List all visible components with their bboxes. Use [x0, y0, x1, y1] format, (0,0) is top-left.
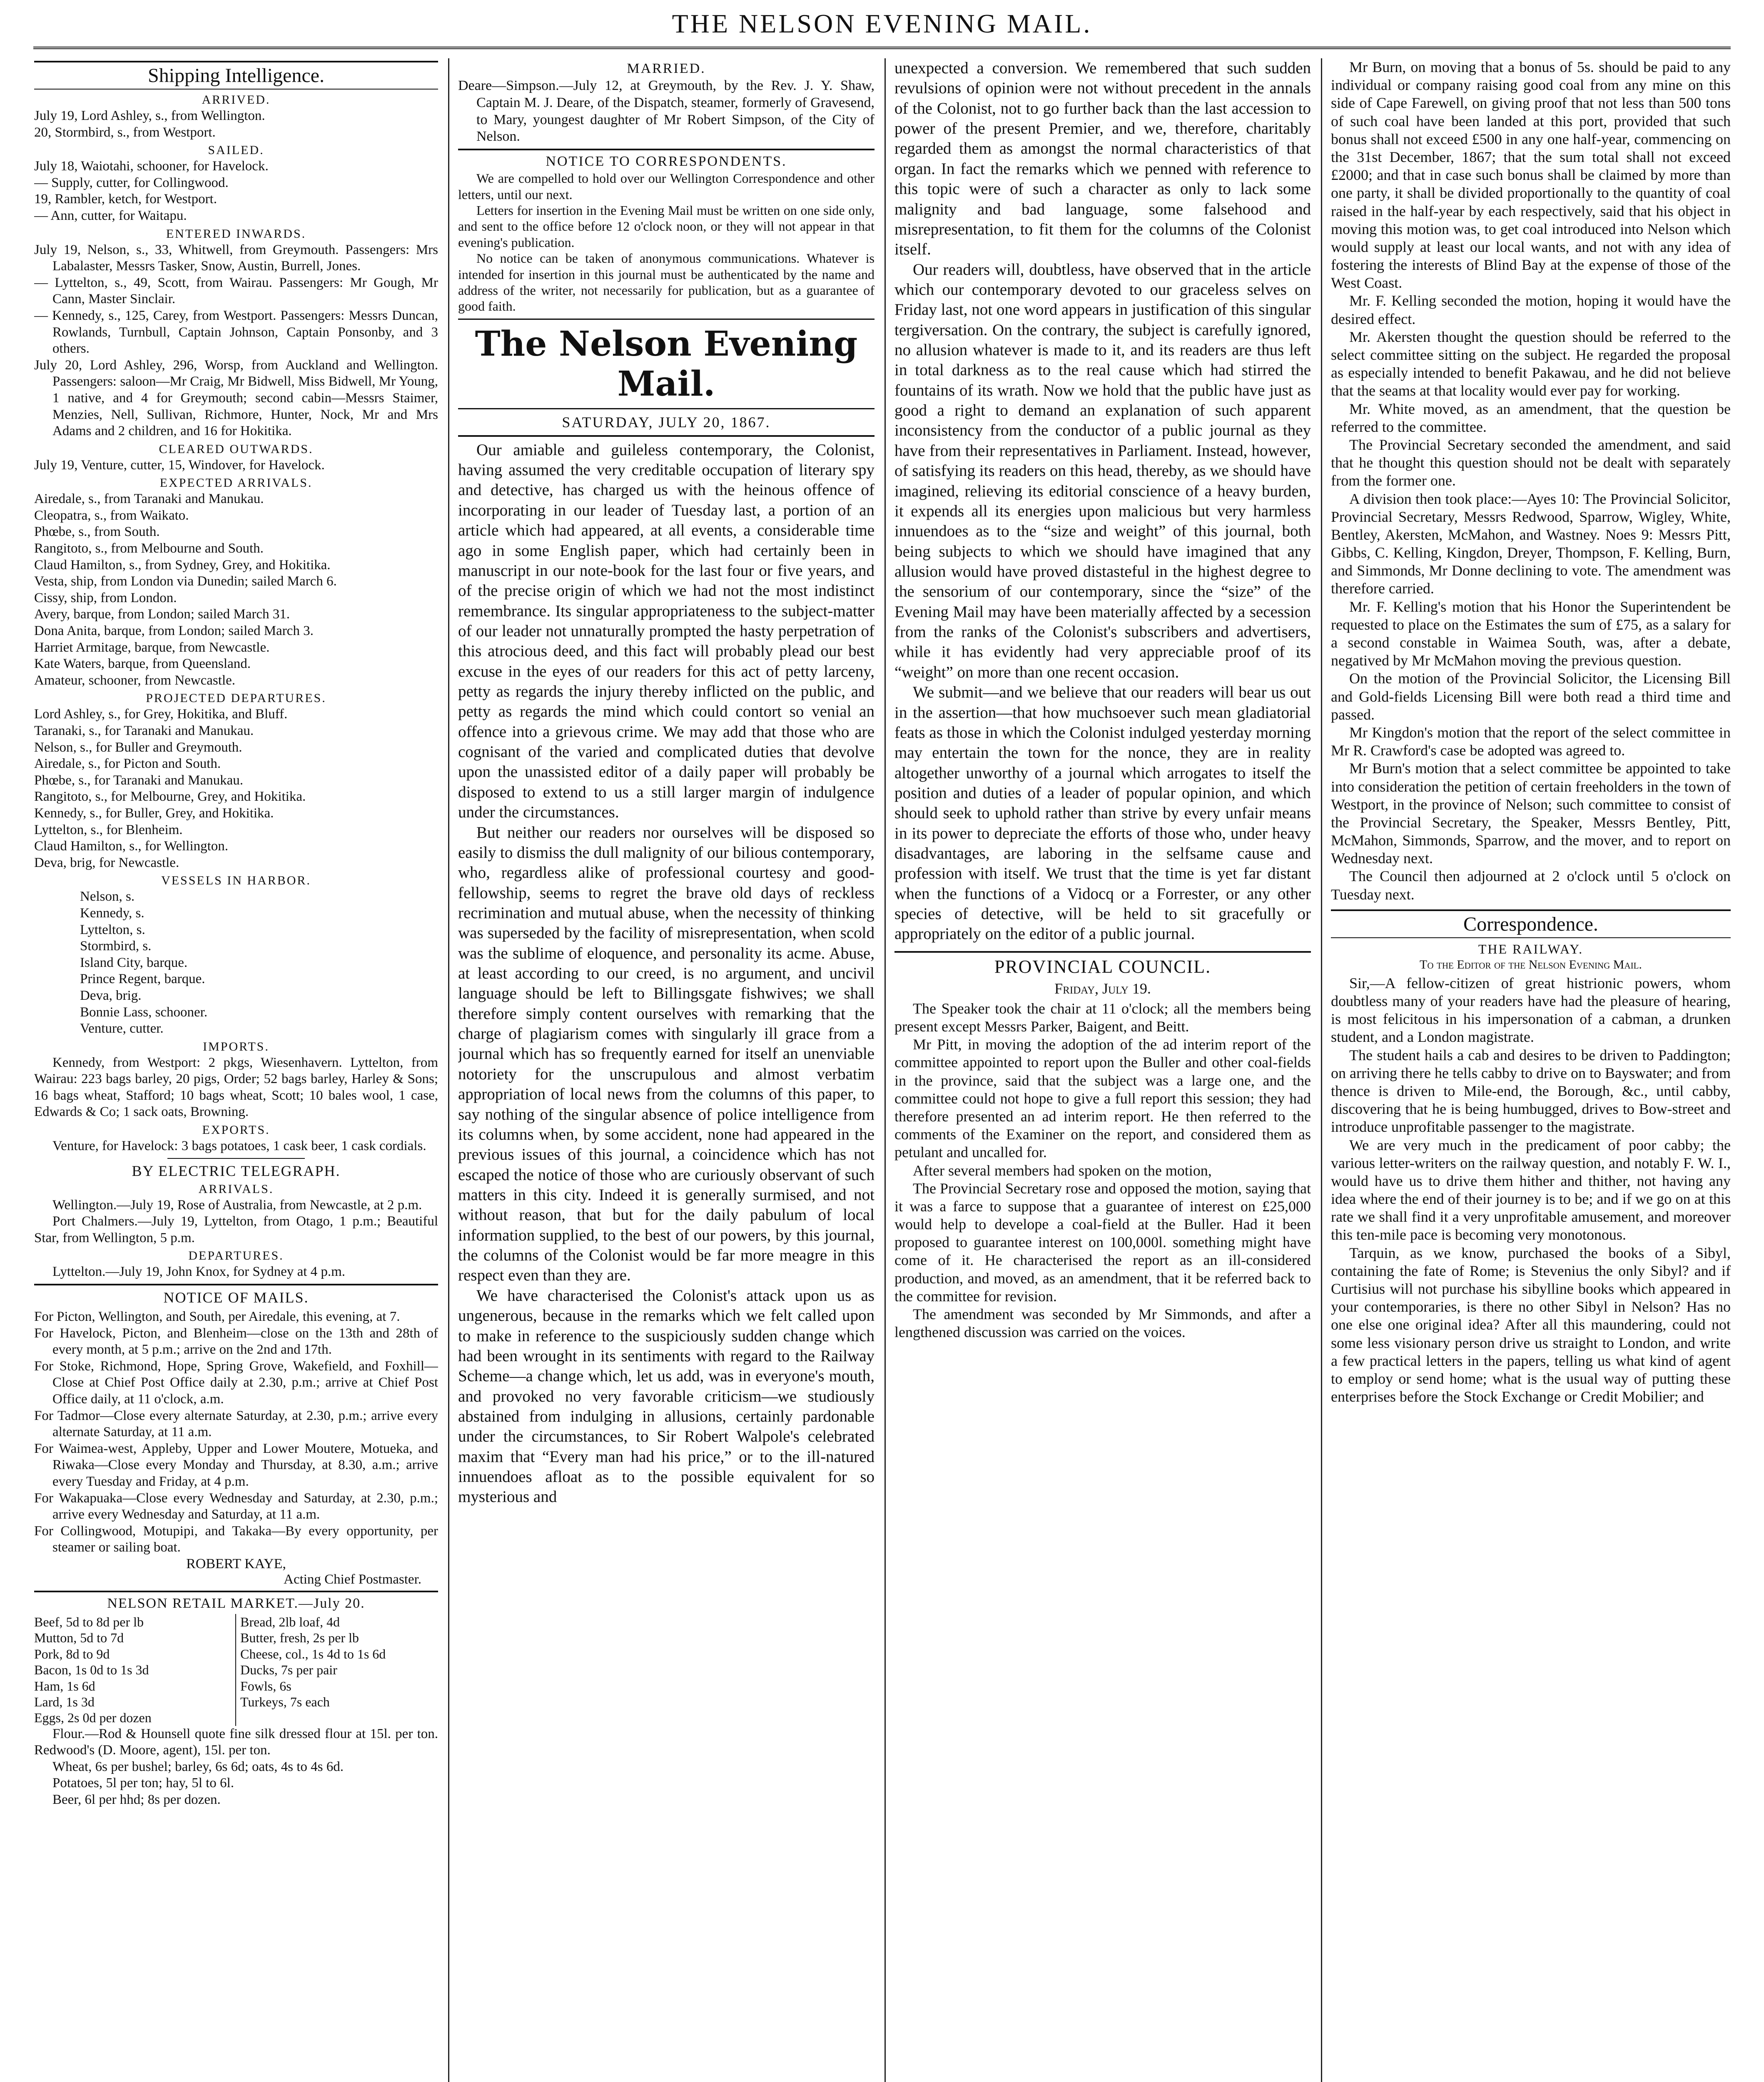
masthead: THE NELSON EVENING MAIL. [672, 9, 1092, 38]
column-divider [884, 58, 886, 2082]
market-item: Turkeys, 7s each [240, 1694, 330, 1709]
harbor-list [34, 889, 438, 1037]
expected-line: Rangitoto, s., from Melbourne and South. [34, 541, 264, 556]
editorial-paragraph: But neither our readers nor ourselves will be disposed so easily to dismiss the dull malignity of our bilious contemporary, who, regardless alike of professional courtesy and good-fellowship, seems to regret the brave old days of reckless recrimination and mutual abuse, when the necessity of thinking was superseded by the facility of misrepresentation, when scold was the sublime of eloquence, and personality its acme. Abuse, at least according to our creed, is no argument, and uncivil language should be left to Billingsgate fishwives; we shall therefore simply content ourselves with remarking that the charge of plagiarism comes with singularly ill grace from a journal which has so frequently earned for itself an unenviable notoriety for the unscrupulous and almost verbatim appropriation of local news from the columns of this paper, to say nothing of the singular absence of police intelligence from its columns when, by some accident, none had appeared in the previous issues of this journal, a coincidence which has not escaped the notice of those who are curiously observant of such matters in this city. Indeed it is generally surmised, and not without reason, that but for the daily pabulum of local information supplied, to the best of our powers, by this journal, the columns of the Colonist would be far more meagre in this respect even than they are. [458, 823, 875, 1285]
arrived-line: 20, Stormbird, s., from Westport. [34, 125, 216, 140]
column-2 [458, 58, 875, 2082]
column-4 [1331, 58, 1731, 2082]
correspondents-text: Letters for insertion in the Evening Mail must be written on one side only, and sent to the office before 12 o'clock noon, or they will not appear in that evening's publication. [458, 202, 875, 250]
expected-line: Vesta, ship, from London via Dunedin; sailed March 6. [34, 574, 337, 589]
mails-signature-name: ROBERT KAYE, [186, 1556, 286, 1571]
council-paragraph: The amendment was seconded by Mr Simmonds, and after a lengthened discussion was carried on the voices. [894, 1306, 1311, 1341]
sailed-line: — Supply, cutter, for Collingwood. [34, 175, 229, 190]
market-item: Ducks, 7s per pair [240, 1662, 337, 1678]
telegraph-heading: BY ELECTRIC TELEGRAPH. [132, 1162, 341, 1179]
council-paragraph: Mr Pitt, in moving the adoption of the ad interim report of the committee appointed to report upon the Buller and other coal-fields in the province, said that the subject was a large one, and the committee could not hope to give a full report this session; they had therefore presented an ad interim report. He then referred to the comments of the Examiner on the report, and considered them as petulant and uncalled for. [894, 1036, 1311, 1161]
projected-line: Airedale, s., for Picton and South. [34, 756, 221, 772]
mail-line: For Tadmor—Close every alternate Saturday, at 2.30, p.m.; arrive every alternate Saturday, at 11 a.m. [34, 1408, 438, 1440]
market-table [34, 1614, 438, 1726]
entered-line: — Kennedy, s., 125, Carey, from Westport. Passengers: Messrs Duncan, Rowlands, Turnbull, Captain Johnson, Captain Ponsonby, and 3 others. [34, 308, 438, 356]
editorial-paragraph: We submit—and we believe that our readers will bear us out in the assertion—that how muchsoever such mean gladiatorial feats as those in which the Colonist indulged yesterday morning may entertain the town for the nonce, they are in reality altogether unworthy of a journal which arrogates to itself the position and duties of a leader of popular opinion, and which should seek to uphold rather than strive by every unfair means in its power to depreciate the efforts of those who, under heavy disadvantages, are laboring in the selfsame cause and profession with itself. We trust that the time is yet far distant when the functions of a Vidocq or a Forrester, or any other species of detective, will be held to sit gracefully or appropriately on the editor of a public journal. [894, 683, 1311, 943]
council-date: Friday, July 19. [1054, 980, 1151, 997]
telegraph-line: Port Chalmers.—July 19, Lyttelton, from Otago, 1 p.m.; Beautiful Star, from Wellington, 5 p.m. [34, 1214, 438, 1245]
cleared-line: July 19, Venture, cutter, 15, Windover, for Havelock. [34, 457, 325, 473]
market-note: Wheat, 6s per bushel; barley, 6s 6d; oats, 4s to 4s 6d. [52, 1759, 344, 1774]
market-item: Lard, 1s 3d [34, 1694, 95, 1709]
sailed-line: July 18, Waiotahi, schooner, for Havelock. [34, 159, 269, 174]
expected-line: Harriet Armitage, barque, from Newcastle. [34, 640, 270, 655]
council-paragraph: Mr Kingdon's motion that the report of the select committee in Mr R. Crawford's case be adopted was agreed to. [1331, 724, 1731, 759]
expected-line: Cissy, ship, from London. [34, 590, 177, 605]
masthead-rule [33, 47, 1731, 49]
projected-heading: PROJECTED DEPARTURES. [146, 691, 326, 705]
mail-line: For Collingwood, Motupipi, and Takaka—By every opportunity, per steamer or sailing boat. [34, 1523, 438, 1555]
council-paragraph: Mr. F. Kelling's motion that his Honor the Superintendent be requested to place on the Estimates the sum of £75, as a salary for a second constable in Waimea South, was, after a debate, negatived by Mr McMahon moving the previous question. [1331, 598, 1731, 669]
market-note: Potatoes, 5l per ton; hay, 5l to 6l. [52, 1776, 234, 1791]
market-item: Ham, 1s 6d [34, 1678, 95, 1693]
projected-line: Deva, brig, for Newcastle. [34, 855, 179, 870]
council-paragraph: Mr Burn, on moving that a bonus of 5s. should be paid to any individual or company raising good coal from any mine on this side of Cape Farewell, on giving proof that not less than 500 tons of such coal have been landed at this port, provided that such bonus shall not exceed £500 in any one half-year, commencing on the 31st December, 1867; that the sum total shall not exceed £2000; and that in case such bonus shall be claimed by more than one party, it shall be divided proportionally to the quantity of coal raised in the half-year by each respectively, said that his object in moving this motion was, to get coal introduced into Nelson which would supply at least our local wants, and not with any idea of fostering the interests of Blind Bay at the expense of those of the West Coast. [1331, 59, 1731, 291]
editorial-paragraph: We have characterised the Colonist's attack upon us as ungenerous, because in the remarks which we felt called upon to make in reference to the suspiciously sudden change which had been wrought in its sentiments with regard to the Railway Scheme—a change which, let us add, was in everyone's mouth, and provoked no very favorable criticism—we studiously abstained from indulging in allusions, certainly pardonable under the circumstances, to Sir Robert Walpole's celebrated maxim that “Every man had his price,” or to the ill-natured innuendoes afloat as to the possible equivalent for so mysterious and [458, 1286, 875, 1506]
harbor-heading: VESSELS IN HARBOR. [161, 874, 311, 888]
exports-heading: EXPORTS. [202, 1123, 270, 1137]
cleared-heading: CLEARED OUTWARDS. [159, 442, 314, 456]
entered-line: — Lyttelton, s., 49, Scott, from Wairau. Passengers: Mr Gough, Mr Cann, Master Sinclair. [34, 275, 438, 307]
market-item: Butter, fresh, 2s per lb [240, 1630, 359, 1646]
harbor-line: Kennedy, s. [80, 905, 145, 921]
imports-heading: IMPORTS. [203, 1039, 269, 1053]
harbor-line: Venture, cutter. [80, 1021, 164, 1036]
editorial-paragraph: Our readers will, doubtless, have observed that in the article which our contemporary devoted to our graceless selves on Friday last, not one word appears in justification of this singular tergiversation. On the contrary, the subject is carefully ignored, no allusion whatever is made to it, and its readers are thus left in total darkness as to the real cause which had stirred the fountains of its wrath. Now we hold that the public have just as good a right to demand an explanation of such apparent inconsistency from the conductor of a public journal as they have from their representatives in Parliament. Instead, however, of satisfying its readers on this head, thereby, as we should have imagined, relieving its editorial conscience of a heavy burden, it expends all its energies upon malicious but very harmless innuendoes as to the “size and weight” of this journal, both being subjects to which we should have imagined that any allusion would have proved distasteful in the highest degree to the sensorium of our contemporary, since the “size” of the Evening Mail may have been materially affected by a secession from the ranks of the Colonist's subscribers and advertisers, while it has evidently had very appreciable proof of its “weight” on more than one recent occasion. [894, 260, 1311, 681]
council-paragraph: Mr. F. Kelling seconded the motion, hoping it would have the desired effect. [1331, 292, 1731, 327]
correspondence-heading-box [1331, 909, 1731, 938]
shipping-title: Shipping Intelligence. [148, 65, 324, 87]
entered-line: July 19, Nelson, s., 33, Whitwell, from Greymouth. Passengers: Mrs Labalaster, Messrs Tasker, Snow, Austin, Burrell, Jones. [34, 242, 438, 274]
council-paragraph: The Provincial Secretary seconded the amendment, and said that he thought this question should not be dealt with separately from the former one. [1331, 436, 1731, 489]
column-3 [894, 58, 1311, 2082]
market-item: Beef, 5d to 8d per lb [34, 1614, 144, 1629]
expected-line: Avery, barque, from London; sailed March 31. [34, 607, 290, 622]
council-paragraph: On the motion of the Provincial Solicitor, the Licensing Bill and Gold-fields Licensing Bill were both read a third time and passed. [1331, 670, 1731, 723]
market-item: Bread, 2lb loaf, 4d [240, 1614, 340, 1629]
expected-line: Kate Waters, barque, from Queensland. [34, 656, 251, 672]
sailed-line: — Ann, cutter, for Waitapu. [34, 208, 187, 223]
exports-text: Venture, for Havelock: 3 bags potatoes, 1 cask beer, 1 cask cordials. [52, 1138, 426, 1154]
expected-line: Dona Anita, barque, from London; sailed March 3. [34, 623, 314, 639]
projected-line: Kennedy, s., for Buller, Grey, and Hokitika. [34, 805, 274, 821]
harbor-line: Lyttelton, s. [80, 922, 145, 937]
telegraph-departures-heading: DEPARTURES. [188, 1249, 284, 1263]
editorial-paragraph: unexpected a conversion. We remembered that such sudden revulsions of opinion were not without precedent in the annals of the Colonist, not to go further back than the last accession to power of the present Premier, and we, therefore, charitably regarded them as amongst the normal characteristics of that organ. In fact the remarks which we penned with reference to this topic were of such a character as only to lack some malignity and bad language, some falsehood and misrepresentation, to fit them for the columns of the Colonist itself. [894, 59, 1311, 259]
council-paragraph: The Council then adjourned at 2 o'clock until 5 o'clock on Tuesday next. [1331, 868, 1731, 903]
telegraph-arrivals-heading: ARRIVALS. [198, 1182, 274, 1196]
council-paragraph: Mr Burn's motion that a select committee be appointed to take into consideration the petition of certain freeholders in the town of Westport, in the province of Nelson; such committee to consist of the Provincial Secretary, the Speaker, Messrs Bentley, Pitt, McMahon, Simmonds, Sparrow, and the mover, and to report on Wednesday next. [1331, 760, 1731, 867]
council-paragraph: The Speaker took the chair at 11 o'clock; all the members being present except Messrs Parker, Baigent, and Beitt. [894, 1000, 1311, 1035]
railway-addressee: To the Editor of the Nelson Evening Mail. [1420, 957, 1642, 971]
married-heading: MARRIED. [627, 61, 706, 76]
expected-line: Phœbe, s., from South. [34, 524, 160, 540]
imports-text: Kennedy, from Westport: 2 pkgs, Wiesenhavern. Lyttelton, from Wairau: 223 bags barley, 20 pigs, Order; 52 bags barley, Harley & Sons; 16 bags wheat, Stafford; 10 bags wheat, Scott; 10 bales wool, 1 case, Edwards & Co; 1 sack oats, Browning. [34, 1055, 438, 1120]
market-left [34, 1614, 236, 1726]
harbor-line: Deva, brig. [80, 988, 142, 1003]
market-item: Fowls, 6s [240, 1678, 292, 1693]
market-item: Eggs, 2s 0d per dozen [34, 1710, 152, 1726]
correspondents-text: We are compelled to hold over our Wellington Correspondence and other letters, until our next. [458, 171, 875, 202]
letter-paragraph: Sir,—A fellow-citizen of great histrionic powers, whom doubtless many of your readers have had the pleasure of hearing, is most felicitous in his impersonation of a cabman, a drunken student, and a London magistrate. [1331, 974, 1731, 1046]
dateline: SATURDAY, JULY 20, 1867. [562, 413, 771, 431]
sailed-heading: SAILED. [208, 143, 264, 157]
shipping-heading-box [34, 61, 438, 90]
correspondents-text: No notice can be taken of anonymous communications. Whatever is intended for insertion in this journal must be authenticated by the name and address of the writer, not necessarily for publication, but as a guarantee of good faith. [458, 251, 875, 314]
letter-paragraph: The student hails a cab and desires to be driven to Paddington; on arriving there he tells cabby to drive on to Bayswater; and from thence is driven to Mile-end, the Borough, &c., until cabby, discovering that he is being humbugged, drives to Bow-street and introduce unprofitable passenger to the magistrate. [1331, 1046, 1731, 1136]
correspondence-title: Correspondence. [1463, 913, 1598, 935]
harbor-line: Prince Regent, barque. [80, 971, 205, 987]
column-divider [1321, 58, 1322, 2082]
market-right [236, 1614, 438, 1726]
council-paragraph: Mr. White moved, as an amendment, that the question be referred to the committee. [1331, 400, 1731, 435]
council-paragraph: Mr. Akersten thought the question should be referred to the select committee sitting on the subject. He regarded the proposal as especially intended to benefit Pakawau, and he did not believe that the seams at that locality would ever pay for working. [1331, 328, 1731, 399]
correspondents-heading: NOTICE TO CORRESPONDENTS. [546, 154, 787, 169]
arrived-line: July 19, Lord Ashley, s., from Wellington. [34, 108, 265, 123]
divider [167, 1158, 305, 1159]
market-heading: NELSON RETAIL MARKET.—July 20. [107, 1595, 365, 1611]
council-paragraph: After several members had spoken on the motion, [913, 1162, 1212, 1179]
harbor-line: Bonnie Lass, schooner. [80, 1004, 208, 1020]
projected-line: Lord Ashley, s., for Grey, Hokitika, and Bluff. [34, 707, 288, 722]
column-divider [448, 58, 449, 2082]
divider [34, 1284, 438, 1285]
divider [458, 149, 875, 150]
expected-heading: EXPECTED ARRIVALS. [159, 476, 313, 490]
arrived-heading: ARRIVED. [202, 93, 271, 107]
column-1 [34, 58, 438, 2082]
editorial-paragraph: Our amiable and guileless contemporary, the Colonist, having assumed the very creditable occupation of literary spy and detective, has charged us with the heinous offence of incorporating in our leader of Tuesday last, a portion of an article which had appeared, at all events, a considerable time ago in some English paper, which had certainly been in manuscript in our note-book for the last four or five years, and of the precise origin of which we had not the most indistinct remembrance. Its singular appropriateness to the subject-matter of our leader not unnaturally prompted the hasty perpetration of this atrocious deed, and this fact will probably plead our best excuse in the eyes of our readers for this act of petty larceny, petty as regards the injury thereby inflicted on the public, and petty as regards the mind which could contort so venial an offence into a grievous crime. We may add that those who are cognisant of the varied and complicated duties that devolve upon the unassisted editor of a daily paper will probably be disposed to extend to us a still larger margin of indulgence under the circumstances. [458, 441, 875, 822]
mail-line: For Waimea-west, Appleby, Upper and Lower Moutere, Motueka, and Riwaka—Close every Monday and Thursday, at 8.30, a.m.; arrive every Tuesday and Friday, at 4 p.m. [34, 1441, 438, 1489]
divider [458, 435, 875, 437]
projected-line: Lyttelton, s., for Blenheim. [34, 822, 183, 837]
market-item: Bacon, 1s 0d to 1s 3d [34, 1662, 149, 1678]
council-heading: PROVINCIAL COUNCIL. [994, 956, 1211, 977]
expected-line: Amateur, schooner, from Newcastle. [34, 672, 236, 688]
nameplate: The Nelson Evening Mail. [458, 319, 875, 409]
market-item: Mutton, 5d to 7d [34, 1630, 124, 1646]
projected-line: Taranaki, s., for Taranaki and Manukau. [34, 723, 254, 738]
harbor-line: Island City, barque. [80, 955, 188, 970]
mail-line: For Stoke, Richmond, Hope, Spring Grove, Wakefield, and Foxhill—Close at Chief Post Office daily at 2.30, p.m.; arrive at Chief Post Office daily, at 11 o'clock, a.m. [34, 1358, 438, 1407]
mails-heading: NOTICE OF MAILS. [163, 1289, 309, 1306]
expected-line: Cleopatra, s., from Waikato. [34, 508, 189, 523]
market-item: Pork, 8d to 9d [34, 1646, 110, 1661]
mails-signature-title: Acting Chief Postmaster. [284, 1571, 421, 1587]
council-paragraph: The Provincial Secretary rose and opposed the motion, saying that it was a farce to suppose that a guarantee of interest on £25,000 would help to develope a coal-field at the Buller. Had it been proposed to guarantee interest on 100,000l. something might have come of it. He characterised the report as an ill-considered production, and moved, as an amendment, that it be referred back to the committee for revision. [894, 1180, 1311, 1305]
married-notice: Deare—Simpson.—July 12, at Greymouth, by the Rev. J. Y. Shaw, Captain M. J. Deare, of the Dispatch, steamer, formerly of Gravesend, to Mary, youngest daughter of Mr Robert Simpson, of the City of Nelson. [458, 78, 875, 144]
projected-line: Phœbe, s., for Taranaki and Manukau. [34, 772, 244, 788]
projected-line: Claud Hamilton, s., for Wellington. [34, 839, 229, 854]
divider [34, 1591, 438, 1592]
harbor-line: Nelson, s. [80, 889, 135, 904]
railway-heading: THE RAILWAY. [1478, 941, 1584, 956]
mail-line: For Wakapuaka—Close every Wednesday and Saturday, at 2.30, p.m.; arrive every Wednesday and Saturday, at 11 a.m. [34, 1490, 438, 1522]
letter-paragraph: We are very much in the predicament of poor cabby; the various letter-writers on the railway question, and notably F. W. I., would have us to drive them hither and thither, not having any idea where the end of their journey is to be; and if we go on at this rate we shall find it a very unprofitable amusement, and moreover this ten-mile pace is becoming very monotonous. [1331, 1136, 1731, 1243]
market-item: Cheese, col., 1s 4d to 1s 6d [240, 1646, 386, 1661]
expected-line: Claud Hamilton, s., from Sydney, Grey, and Hokitika. [34, 557, 331, 573]
projected-line: Rangitoto, s., for Melbourne, Grey, and Hokitika. [34, 789, 306, 804]
entered-line: July 20, Lord Ashley, 296, Worsp, from Auckland and Wellington. Passengers: saloon—Mr Craig, Mr Bidwell, Miss Bidwell, Mr Young, 1 native, and 4 for Greymouth; second cabin—Messrs Staimer, Menzies, Nell, Sullivan, Richmore, Hunter, Nock, Mr and Mrs Adams and 2 children, and 16 for Hokitika. [34, 357, 438, 439]
divider [894, 951, 1311, 953]
sailed-line: 19, Rambler, ketch, for Westport. [34, 192, 217, 207]
telegraph-line: Wellington.—July 19, Rose of Australia, from Newcastle, at 2 p.m. [52, 1197, 422, 1213]
projected-line: Nelson, s., for Buller and Greymouth. [34, 740, 242, 755]
expected-line: Airedale, s., from Taranaki and Manukau. [34, 491, 264, 507]
harbor-line: Stormbird, s. [80, 939, 152, 954]
entered-heading: ENTERED INWARDS. [166, 227, 306, 241]
mail-line: For Picton, Wellington, and South, per Airedale, this evening, at 7. [34, 1309, 400, 1325]
letter-paragraph: Tarquin, as we know, purchased the books of a Sibyl, containing the fate of Rome; is Stevenius the only Sibyl? and if Curtisius will not purchase his sibylline books which appeared in your contemporaries, is there no other Sibyl in Nelson? Has no one else one original idea? After all this maundering, could not some less visionary person drive us straight to London, and write a few practical letters in the papers, telling us what kind of agent to employ or send home; what is the usual way of putting these enterprises before the Stock Exchange or Credit Mobilier; and [1331, 1244, 1731, 1405]
market-note: Flour.—Rod & Hounsell quote fine silk dressed flour at 15l. per ton. Redwood's (D. Moore, agent), 15l. per ton. [34, 1726, 438, 1758]
council-paragraph: A division then took place:—Ayes 10: The Provincial Solicitor, Provincial Secretary, Messrs Redwood, Sparrow, Wigley, White, Bentley, Akersten, McMahon, and Wastney. Noes 9: Messrs Pitt, Gibbs, C. Kelling, Kingdon, Dreyer, Thompson, F. Kelling, Burn, and Simmonds, Mr Donne declining to vote. The amendment was therefore carried. [1331, 490, 1731, 597]
market-note: Beer, 6l per hhd; 8s per dozen. [52, 1792, 221, 1808]
telegraph-line: Lyttelton.—July 19, John Knox, for Sydney at 4 p.m. [52, 1264, 346, 1280]
mail-line: For Havelock, Picton, and Blenheim—close on the 13th and 28th of every month, at 5 p.m.; arrive on the 2nd and 17th. [34, 1325, 438, 1357]
